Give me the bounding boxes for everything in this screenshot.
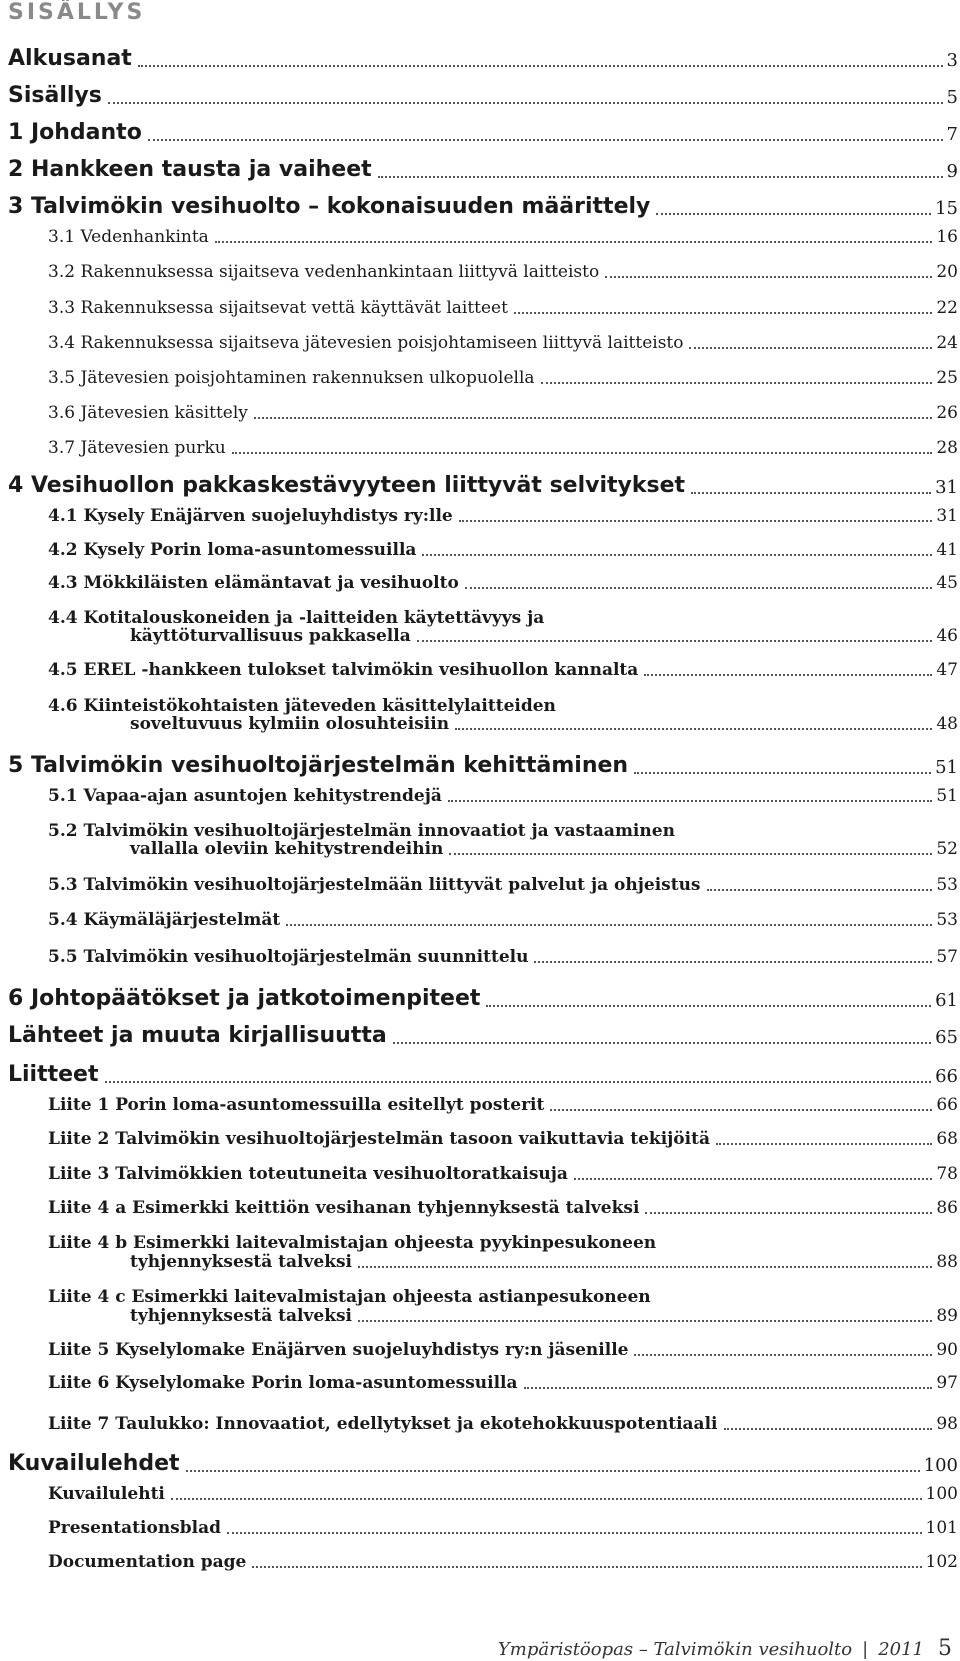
toc-entry-page: 100 (925, 1484, 958, 1504)
toc-entry-page: 66 (935, 1066, 958, 1087)
toc-entry-page: 101 (925, 1518, 958, 1538)
toc-entry-page: 45 (936, 573, 958, 593)
toc-dot-leader (254, 417, 932, 419)
toc-entry-title: 4.6 Kiinteistökohtaisten jäteveden käsittelylaitteiden (48, 696, 556, 716)
toc-dot-leader (514, 312, 932, 314)
toc-entry-page: 53 (936, 910, 958, 930)
toc-entry-page: 46 (936, 626, 958, 646)
toc-entry-page: 26 (936, 403, 958, 423)
toc-entry-title: 4.5 EREL -hankkeen tulokset talvimökin vesihuollon kannalta (48, 660, 639, 680)
toc-entry-title: 4.4 Kotitalouskoneiden ja -laitteiden käytettävyys ja (48, 608, 545, 628)
toc-entry-page: 31 (936, 506, 958, 526)
toc-dot-leader (358, 1320, 932, 1322)
toc-dot-leader (534, 961, 932, 963)
toc-entry-page: 90 (936, 1340, 958, 1360)
toc-entry-page: 7 (946, 124, 958, 145)
toc-entry-title: Kuvailulehdet (8, 1451, 180, 1476)
toc-dot-leader (358, 1266, 932, 1268)
toc-dot-leader (252, 1566, 922, 1568)
toc-dot-leader (186, 1470, 920, 1472)
toc-dot-leader (455, 728, 932, 730)
toc-entry-title: Sisällys (8, 83, 102, 108)
toc-dot-leader (486, 1005, 931, 1007)
footer-title: Ympäristöopas – Talvimökin vesihuolto (497, 1639, 853, 1660)
toc-dot-leader (644, 674, 932, 676)
toc-dot-leader (524, 1387, 932, 1389)
toc-entry-page: 97 (936, 1373, 958, 1393)
toc-entry-title: 5 Talvimökin vesihuoltojärjestelmän kehittäminen (8, 753, 629, 778)
toc-dot-leader (138, 65, 943, 67)
page-footer (498, 1636, 952, 1661)
toc-dot-leader (724, 1428, 932, 1430)
toc-entry-title: Lähteet ja muuta kirjallisuutta (8, 1023, 387, 1048)
toc-entry-title-continued: tyhjennyksestä talveksi (130, 1306, 353, 1326)
toc-entry-title: 5.5 Talvimökin vesihuoltojärjestelmän suunnittelu (48, 947, 529, 967)
toc-dot-leader (148, 139, 943, 141)
toc-entry-page: 25 (936, 368, 958, 388)
toc-entry-title-continued: soveltuvuus kylmiin olosuhteisiin (130, 714, 450, 734)
toc-entry-page: 52 (936, 839, 958, 859)
toc-dot-leader (449, 853, 932, 855)
toc-dot-leader (105, 1081, 931, 1083)
toc-dot-leader (574, 1178, 932, 1180)
toc-dot-leader (707, 889, 932, 891)
toc-entry-title: Liite 2 Talvimökin vesihuoltojärjestelmän tasoon vaikuttavia tekijöitä (48, 1129, 710, 1149)
toc-entry-page: 47 (936, 660, 958, 680)
toc-dot-leader (465, 587, 932, 589)
toc-entry-page: 16 (936, 227, 958, 247)
toc-entry-page: 57 (936, 947, 958, 967)
toc-entry-page: 86 (936, 1198, 958, 1218)
toc-entry-page: 31 (935, 477, 958, 498)
page-heading: SISÄLLYS (8, 0, 146, 25)
toc-entry-title: 3.5 Jätevesien poisjohtaminen rakennuksen ulkopuolella (48, 368, 535, 388)
toc-entry-title: 5.1 Vapaa-ajan asuntojen kehitystrendejä (48, 786, 442, 806)
toc-dot-leader (634, 1354, 932, 1356)
toc-entry-title: 3.2 Rakennuksessa sijaitseva vedenhankintaan liittyvä laitteisto (48, 262, 600, 282)
toc-entry-title: 4.1 Kysely Enäjärven suojeluyhdistys ry:lle (48, 506, 453, 526)
toc-dot-leader (645, 1212, 932, 1214)
toc-entry-title: 3.3 Rakennuksessa sijaitsevat vettä käyttävät laitteet (48, 298, 508, 318)
toc-entry-title: 5.2 Talvimökin vesihuoltojärjestelmän innovaatiot ja vastaaminen (48, 821, 675, 841)
toc-entry-title: Documentation page (48, 1552, 247, 1572)
footer-page-number: 5 (938, 1636, 952, 1661)
toc-dot-leader (550, 1109, 932, 1111)
toc-entry-title-continued: käyttöturvallisuus pakkasella (130, 626, 411, 646)
toc-entry-title: Liite 7 Taulukko: Innovaatiot, edellytykset ja ekotehokkuuspotentiaali (48, 1414, 718, 1434)
toc-dot-leader (417, 640, 932, 642)
toc-entry-title: Liite 6 Kyselylomake Porin loma-asuntomessuilla (48, 1373, 518, 1393)
toc-entry-title: Liite 3 Talvimökkien toteutuneita vesihuoltoratkaisuja (48, 1164, 568, 1184)
toc-entry-page: 51 (935, 757, 958, 778)
toc-dot-leader (716, 1143, 932, 1145)
toc-entry-page: 78 (936, 1164, 958, 1184)
toc-dot-leader (541, 382, 932, 384)
toc-entry-page: 66 (936, 1095, 958, 1115)
toc-dot-leader (286, 924, 932, 926)
toc-dot-leader (634, 772, 931, 774)
toc-entry-title: 4.2 Kysely Porin loma-asuntomessuilla (48, 540, 417, 560)
toc-entry-page: 3 (946, 50, 958, 71)
toc-dot-leader (605, 276, 932, 278)
footer-year: 2011 (878, 1639, 924, 1660)
toc-dot-leader (656, 213, 931, 215)
toc-entry-page: 98 (936, 1414, 958, 1434)
toc-entry-title: 4 Vesihuollon pakkaskestävyyteen liittyvät selvitykset (8, 473, 686, 498)
toc-entry-title: 5.4 Käymäläjärjestelmät (48, 910, 281, 930)
toc-entry-title: 3.7 Jätevesien purku (48, 438, 226, 458)
toc-dot-leader (378, 176, 943, 178)
toc-entry-page: 9 (946, 161, 958, 182)
toc-dot-leader (448, 800, 932, 802)
toc-dot-leader (227, 1532, 922, 1534)
toc-entry-page: 48 (936, 714, 958, 734)
toc-entry-page: 61 (935, 990, 958, 1011)
toc-dot-leader (459, 520, 932, 522)
toc-dot-leader (689, 347, 932, 349)
toc-entry-page: 88 (936, 1252, 958, 1272)
toc-entry-page: 68 (936, 1129, 958, 1149)
toc-entry-title: Liite 4 b Esimerkki laitevalmistajan ohjeesta pyykinpesukoneen (48, 1233, 657, 1253)
toc-entry-title-continued: vallalla oleviin kehitystrendeihin (130, 839, 444, 859)
toc-dot-leader (422, 554, 932, 556)
toc-entry-title: Liite 1 Porin loma-asuntomessuilla esitellyt posterit (48, 1095, 545, 1115)
toc-entry-page: 89 (936, 1306, 958, 1326)
toc-entry-title: 3.1 Vedenhankinta (48, 227, 209, 247)
toc-entry-page: 102 (925, 1552, 958, 1572)
toc-entry-title: Liite 4 c Esimerkki laitevalmistajan ohjeesta astianpesukoneen (48, 1287, 651, 1307)
footer-separator: | (862, 1639, 869, 1660)
toc-entry-page: 15 (935, 198, 958, 219)
toc-entry-page: 22 (936, 298, 958, 318)
toc-dot-leader (393, 1042, 931, 1044)
toc-entry-title: Kuvailulehti (48, 1484, 165, 1504)
toc-entry-page: 100 (923, 1455, 958, 1476)
toc-entry-title: Liite 4 a Esimerkki keittiön vesihanan tyhjennyksestä talveksi (48, 1198, 640, 1218)
toc-dot-leader (232, 452, 932, 454)
toc-entry-title: 3.4 Rakennuksessa sijaitseva jätevesien poisjohtamiseen liittyvä laitteisto (48, 333, 684, 353)
toc-dot-leader (215, 241, 932, 243)
toc-entry-title: 3 Talvimökin vesihuolto – kokonaisuuden määrittely (8, 194, 651, 219)
toc-entry-page: 51 (936, 786, 958, 806)
toc-entry-title: 1 Johdanto (8, 120, 142, 145)
toc-entry-title-continued: tyhjennyksestä talveksi (130, 1252, 353, 1272)
toc-entry-title: Presentationsblad (48, 1518, 221, 1538)
toc-entry-title: 4.3 Mökkiläisten elämäntavat ja vesihuolto (48, 573, 459, 593)
toc-entry-page: 65 (935, 1027, 958, 1048)
toc-dot-leader (691, 492, 931, 494)
toc-entry-page: 20 (936, 262, 958, 282)
toc-entry-title: Liitteet (8, 1062, 99, 1087)
toc-entry-page: 5 (946, 87, 958, 108)
toc-entry-page: 41 (936, 540, 958, 560)
toc-entry-title: Liite 5 Kyselylomake Enäjärven suojeluyhdistys ry:n jäsenille (48, 1340, 629, 1360)
toc-entry-page: 53 (936, 875, 958, 895)
toc-entry-page: 24 (936, 333, 958, 353)
toc-dot-leader (171, 1498, 922, 1500)
toc-entry-title: 3.6 Jätevesien käsittely (48, 403, 248, 423)
toc-entry-title: 2 Hankkeen tausta ja vaiheet (8, 157, 372, 182)
toc-entry-title: 6 Johtopäätökset ja jatkotoimenpiteet (8, 986, 481, 1011)
toc-dot-leader (108, 102, 943, 104)
toc-entry-page: 28 (936, 438, 958, 458)
toc-entry-title: 5.3 Talvimökin vesihuoltojärjestelmään liittyvät palvelut ja ohjeistus (48, 875, 701, 895)
toc-entry-title: Alkusanat (8, 46, 132, 71)
